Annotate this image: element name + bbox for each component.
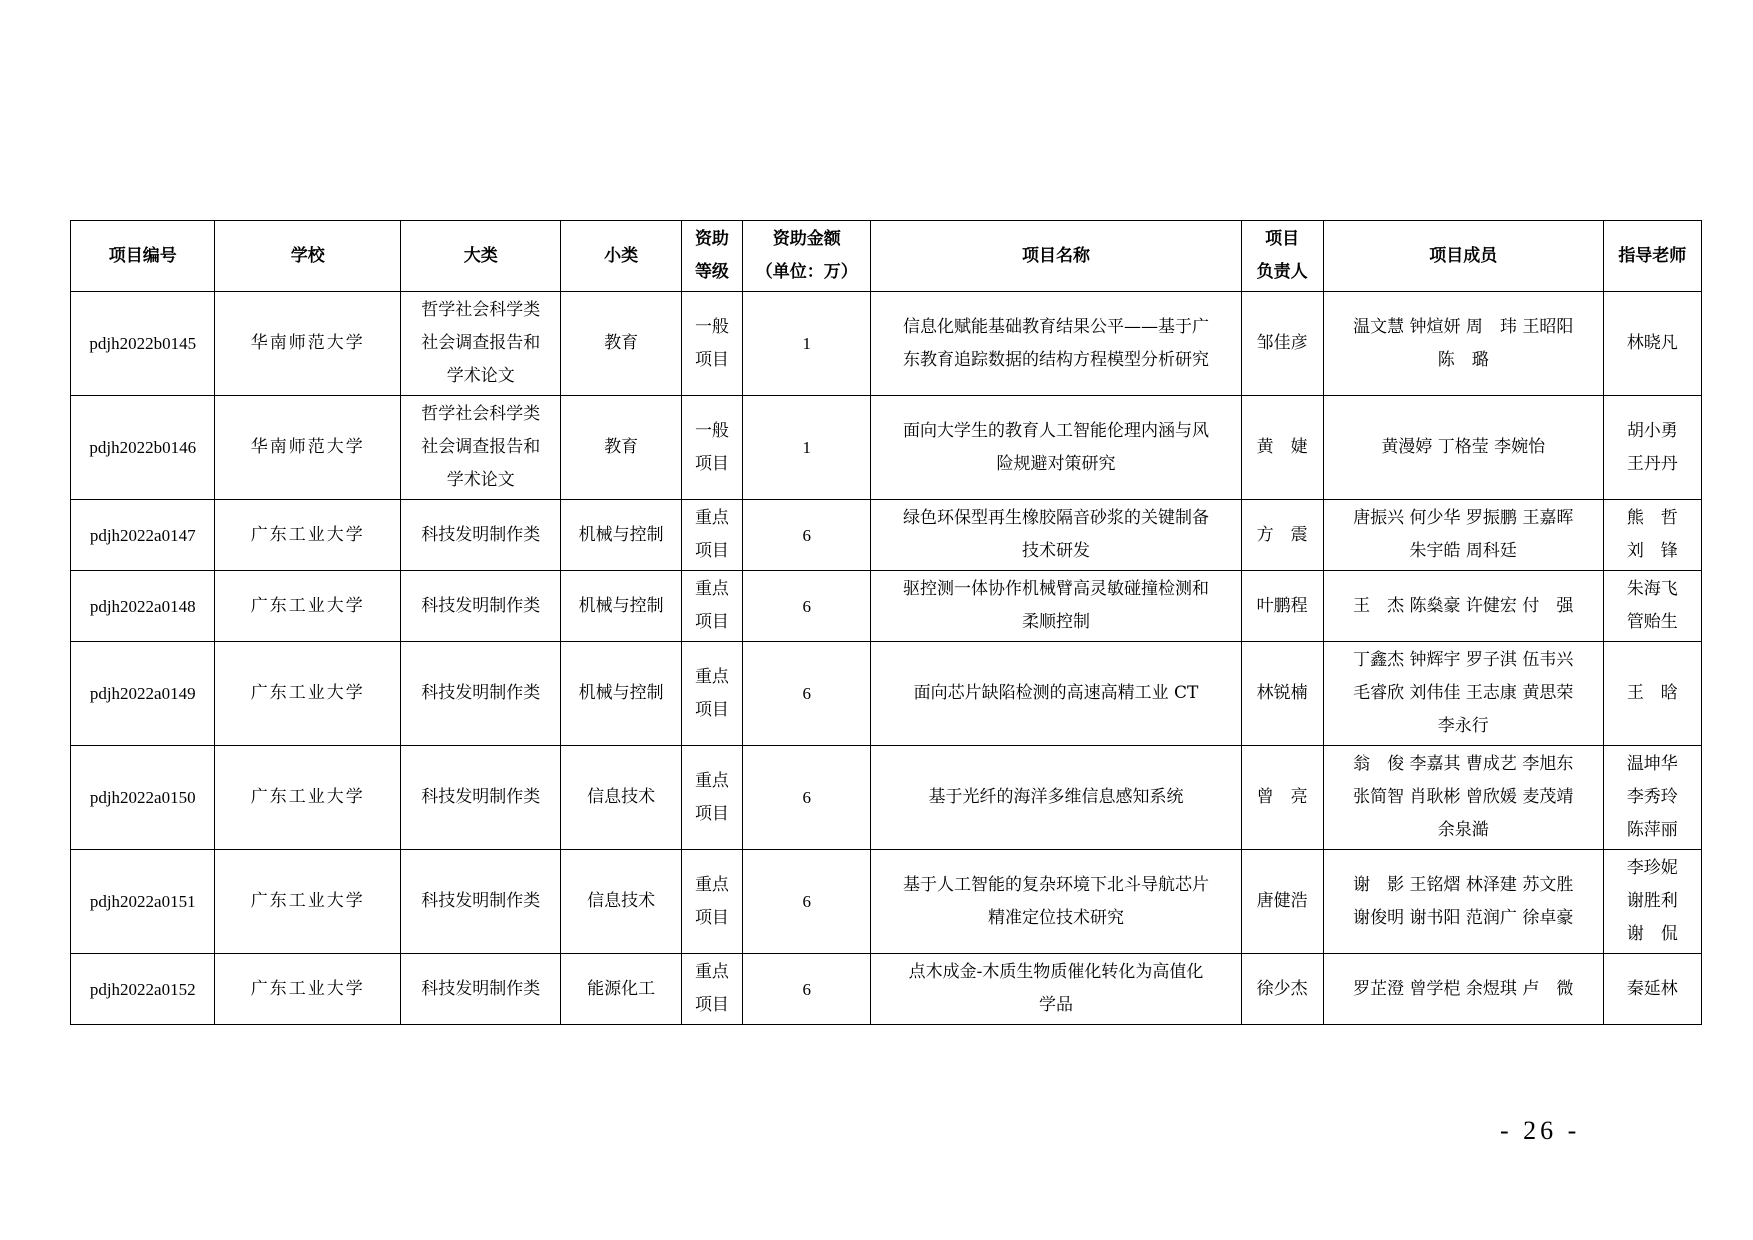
header-leader-line2: 负责人 [1256, 262, 1308, 282]
cell-category [401, 500, 561, 571]
cell-category [401, 954, 561, 1025]
cell-school: 广东工业大学 [215, 850, 401, 954]
header-school: 学校 [215, 221, 401, 292]
cell-level-line: 一般 [694, 316, 729, 337]
header-subcategory: 小类 [561, 221, 681, 292]
cell-level [681, 954, 742, 1025]
header-category: 大类 [401, 221, 561, 292]
cell-advisor-line: 李珍妮 [1626, 858, 1678, 878]
cell-id: pdjh2022a0150 [71, 746, 215, 850]
header-amount-line2: （单位：万） [755, 262, 858, 282]
cell-subcategory: 信息技术 [561, 746, 681, 850]
cell-members-line: 余泉澔 [1437, 820, 1489, 840]
header-level-line2: 等级 [694, 262, 729, 282]
cell-level-line: 项目 [694, 541, 729, 561]
cell-school: 广东工业大学 [215, 500, 401, 571]
cell-school: 华南师范大学 [215, 292, 401, 396]
cell-level-line: 项目 [694, 699, 729, 720]
cell-subcategory: 能源化工 [561, 954, 681, 1025]
cell-level [681, 746, 742, 850]
cell-members-line: 温文慧 钟煊妍 周 玮 王昭阳 [1353, 316, 1574, 337]
cell-project-name-line: 基于人工智能的复杂环境下北斗导航芯片 [902, 874, 1209, 895]
cell-leader: 林锐楠 [1241, 642, 1323, 746]
cell-level-line: 项目 [694, 907, 729, 928]
table-row [71, 954, 1702, 1025]
cell-school: 广东工业大学 [215, 746, 401, 850]
cell-advisor [1603, 292, 1701, 396]
cell-level [681, 850, 742, 954]
cell-amount: 6 [743, 642, 871, 746]
cell-level-line: 重点 [694, 666, 729, 687]
cell-project-name [871, 500, 1241, 571]
cell-id: pdjh2022a0151 [71, 850, 215, 954]
cell-project-name-line: 点木成金-木质生物质催化转化为高值化 [908, 962, 1204, 982]
cell-advisor-line: 朱海飞 [1626, 579, 1678, 599]
table-header-row [71, 221, 1702, 292]
cell-level [681, 571, 742, 642]
header-advisor: 指导老师 [1603, 221, 1701, 292]
cell-category [401, 746, 561, 850]
cell-advisor-line: 管贻生 [1626, 612, 1678, 632]
cell-project-name-line: 面向芯片缺陷检测的高速高精工业 CT [913, 683, 1199, 703]
cell-id: pdjh2022b0145 [71, 292, 215, 396]
cell-level-line: 一般 [694, 420, 729, 441]
cell-amount: 6 [743, 500, 871, 571]
cell-level-line: 项目 [694, 453, 729, 474]
header-level-line1: 资助 [694, 229, 729, 249]
cell-project-name-line: 东教育追踪数据的结构方程模型分析研究 [902, 349, 1209, 370]
cell-advisor-line: 王 晗 [1626, 683, 1678, 703]
project-table [70, 220, 1702, 1025]
cell-leader: 叶鹏程 [1241, 571, 1323, 642]
cell-members [1323, 746, 1603, 850]
cell-leader: 唐健浩 [1241, 850, 1323, 954]
header-name: 项目名称 [871, 221, 1241, 292]
cell-leader: 徐少杰 [1241, 954, 1323, 1025]
cell-level-line: 重点 [694, 770, 729, 791]
cell-project-name-line: 基于光纤的海洋多维信息感知系统 [928, 787, 1184, 807]
cell-amount: 6 [743, 850, 871, 954]
cell-members [1323, 500, 1603, 571]
cell-project-name-line: 精准定位技术研究 [987, 907, 1124, 928]
cell-level-line: 重点 [694, 508, 729, 528]
cell-members-line: 翁 俊 李嘉其 曹成艺 李旭东 [1353, 754, 1574, 774]
cell-members-line: 唐振兴 何少华 罗振鹏 王嘉晖 [1353, 508, 1574, 528]
header-members: 项目成员 [1323, 221, 1603, 292]
cell-advisor [1603, 954, 1701, 1025]
cell-members-line: 丁鑫杰 钟辉宇 罗子淇 伍韦兴 [1353, 650, 1574, 670]
cell-advisor [1603, 571, 1701, 642]
cell-advisor [1603, 746, 1701, 850]
cell-school: 广东工业大学 [215, 571, 401, 642]
cell-category [401, 396, 561, 500]
cell-project-name-line: 学品 [1038, 995, 1073, 1015]
cell-members-line: 毛睿欣 刘伟佳 王志康 黄思荣 [1353, 683, 1574, 703]
cell-id: pdjh2022b0146 [71, 396, 215, 500]
cell-members-line: 黄漫婷 丁格莹 李婉怡 [1381, 437, 1546, 457]
cell-members-line: 王 杰 陈燊豪 许健宏 付 强 [1353, 595, 1574, 616]
cell-advisor-line: 温坤华 [1626, 754, 1678, 774]
cell-id: pdjh2022a0152 [71, 954, 215, 1025]
cell-category-line: 科技发明制作类 [421, 891, 541, 911]
cell-level [681, 642, 742, 746]
header-leader [1241, 221, 1323, 292]
table-row [71, 292, 1702, 396]
cell-advisor-line: 熊 哲 [1626, 508, 1678, 528]
cell-category-line: 科技发明制作类 [421, 978, 541, 999]
cell-subcategory: 机械与控制 [561, 642, 681, 746]
cell-advisor-line: 谢 侃 [1626, 924, 1678, 944]
cell-subcategory: 机械与控制 [561, 571, 681, 642]
cell-members-line: 谢俊明 谢书阳 范润广 徐卓豪 [1353, 907, 1574, 928]
cell-leader: 方 震 [1241, 500, 1323, 571]
cell-category [401, 292, 561, 396]
cell-category-line: 哲学社会科学类 [421, 300, 541, 320]
cell-members [1323, 850, 1603, 954]
cell-members-line: 罗芷澄 曾学桤 余煜琪 卢 微 [1353, 978, 1574, 999]
header-id: 项目编号 [71, 221, 215, 292]
cell-leader: 邹佳彦 [1241, 292, 1323, 396]
cell-category-line: 科技发明制作类 [421, 787, 541, 807]
cell-project-name-line: 险规避对策研究 [996, 453, 1116, 474]
header-level [681, 221, 742, 292]
cell-project-name [871, 746, 1241, 850]
cell-members-line: 谢 影 王铭熠 林泽建 苏文胜 [1353, 874, 1574, 895]
cell-category [401, 642, 561, 746]
cell-project-name [871, 396, 1241, 500]
page-number: - 26 - [1500, 1116, 1581, 1145]
cell-amount: 6 [743, 571, 871, 642]
cell-level-line: 重点 [694, 962, 729, 982]
cell-category-line: 科技发明制作类 [421, 595, 541, 616]
table-row [71, 500, 1702, 571]
cell-project-name-line: 面向大学生的教育人工智能伦理内涵与风 [902, 420, 1209, 441]
cell-school: 广东工业大学 [215, 642, 401, 746]
cell-advisor-line: 刘 锋 [1626, 541, 1678, 561]
cell-project-name [871, 292, 1241, 396]
cell-level-line: 重点 [694, 874, 729, 895]
cell-project-name-line: 技术研发 [1021, 541, 1090, 561]
cell-amount: 1 [743, 292, 871, 396]
cell-project-name [871, 850, 1241, 954]
header-leader-line1: 项目 [1265, 229, 1300, 249]
cell-amount: 1 [743, 396, 871, 500]
cell-category-line: 学术论文 [446, 470, 515, 490]
cell-school: 广东工业大学 [215, 954, 401, 1025]
cell-level [681, 292, 742, 396]
cell-members [1323, 954, 1603, 1025]
cell-advisor-line: 林晓凡 [1626, 333, 1678, 353]
cell-subcategory: 信息技术 [561, 850, 681, 954]
cell-level [681, 500, 742, 571]
cell-advisor-line: 王丹丹 [1626, 453, 1678, 474]
cell-members-line: 张简智 肖耿彬 曾欣媛 麦茂靖 [1353, 787, 1574, 807]
cell-subcategory: 教育 [561, 292, 681, 396]
cell-level-line: 项目 [694, 995, 729, 1015]
cell-category-line: 哲学社会科学类 [421, 404, 541, 424]
cell-school: 华南师范大学 [215, 396, 401, 500]
cell-id: pdjh2022a0149 [71, 642, 215, 746]
cell-members [1323, 292, 1603, 396]
cell-level-line: 项目 [694, 803, 729, 824]
cell-advisor-line: 陈萍丽 [1626, 820, 1678, 840]
cell-members [1323, 571, 1603, 642]
cell-advisor [1603, 850, 1701, 954]
cell-category-line: 科技发明制作类 [421, 524, 541, 545]
cell-id: pdjh2022a0147 [71, 500, 215, 571]
cell-leader: 曾 亮 [1241, 746, 1323, 850]
cell-amount: 6 [743, 954, 871, 1025]
table-row [71, 850, 1702, 954]
cell-category [401, 850, 561, 954]
table-row [71, 746, 1702, 850]
cell-category-line: 社会调查报告和 [421, 437, 541, 457]
cell-advisor [1603, 396, 1701, 500]
cell-category-line: 社会调查报告和 [421, 333, 541, 353]
cell-members-line: 朱宇皓 周科廷 [1409, 541, 1517, 561]
cell-project-name [871, 954, 1241, 1025]
cell-project-name-line: 驱控测一体协作机械臂高灵敏碰撞检测和 [902, 579, 1209, 599]
cell-level-line: 项目 [694, 612, 729, 632]
cell-members-line: 陈 璐 [1437, 349, 1489, 370]
cell-project-name [871, 571, 1241, 642]
cell-advisor [1603, 500, 1701, 571]
cell-category-line: 学术论文 [446, 366, 515, 386]
cell-advisor-line: 李秀玲 [1626, 787, 1678, 807]
cell-subcategory: 教育 [561, 396, 681, 500]
cell-level-line: 项目 [694, 349, 729, 370]
cell-members [1323, 642, 1603, 746]
table-row [71, 642, 1702, 746]
cell-members-line: 李永行 [1437, 716, 1489, 736]
cell-level-line: 重点 [694, 579, 729, 599]
cell-project-name-line: 绿色环保型再生橡胶隔音砂浆的关键制备 [902, 508, 1209, 528]
cell-level [681, 396, 742, 500]
cell-advisor-line: 胡小勇 [1626, 420, 1678, 441]
cell-project-name [871, 642, 1241, 746]
cell-subcategory: 机械与控制 [561, 500, 681, 571]
cell-advisor-line: 秦延林 [1626, 978, 1678, 999]
table-row [71, 571, 1702, 642]
cell-advisor [1603, 642, 1701, 746]
cell-members [1323, 396, 1603, 500]
cell-id: pdjh2022a0148 [71, 571, 215, 642]
cell-leader: 黄 婕 [1241, 396, 1323, 500]
table-row [71, 396, 1702, 500]
cell-amount: 6 [743, 746, 871, 850]
cell-advisor-line: 谢胜利 [1626, 891, 1678, 911]
cell-category [401, 571, 561, 642]
cell-category-line: 科技发明制作类 [421, 683, 541, 703]
header-amount-line1: 资助金额 [772, 229, 841, 249]
header-amount [743, 221, 871, 292]
cell-project-name-line: 信息化赋能基础教育结果公平——基于广 [902, 316, 1209, 337]
cell-project-name-line: 柔顺控制 [1021, 612, 1090, 632]
